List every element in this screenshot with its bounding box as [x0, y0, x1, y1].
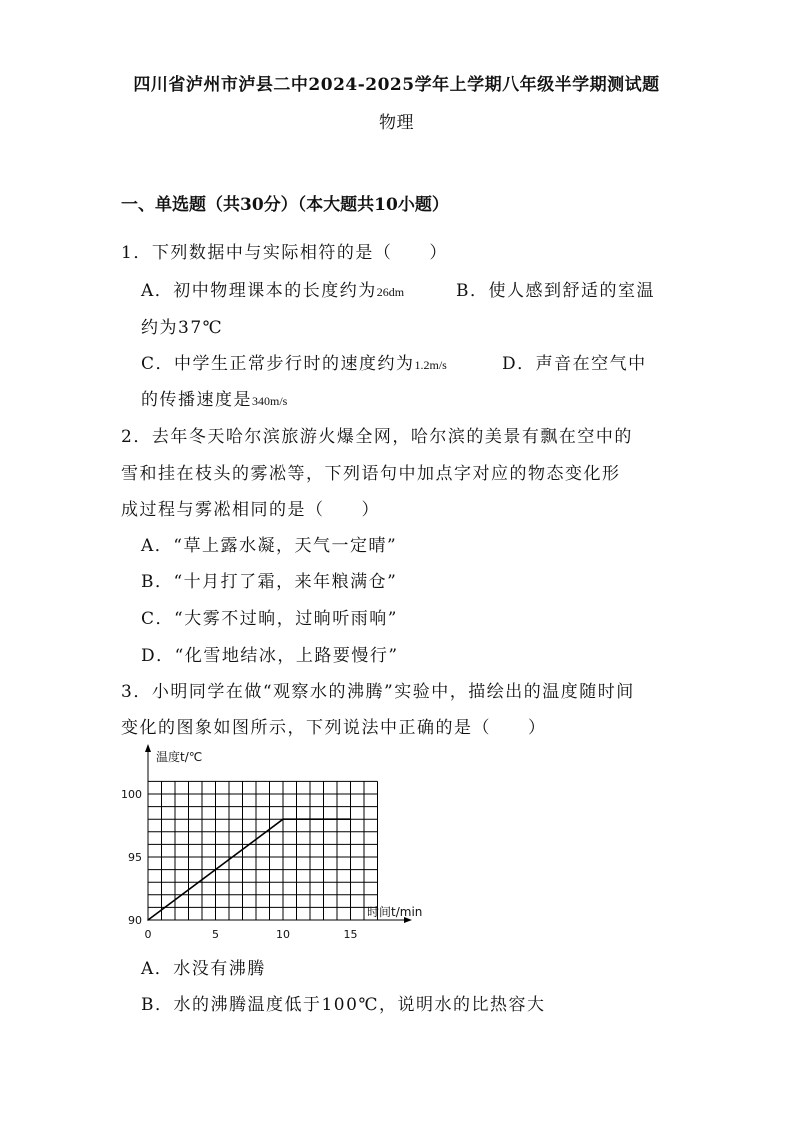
question-1-option-d-cont: 的传播速度是340m/s [141, 390, 288, 410]
question-2-option-a: A．“草上露水凝，天气一定晴” [141, 536, 398, 556]
question-1-option-d: D．声音在空气中 [502, 354, 647, 374]
x-axis-label: 时间t/min [367, 905, 423, 919]
x-tick-label: 10 [276, 928, 290, 941]
y-axis-label: 温度t/℃ [156, 750, 203, 764]
question-2-stem-line-1: 2．去年冬天哈尔滨旅游火爆全网，哈尔滨的美景有飘在空中的 [121, 427, 633, 447]
data-point [350, 818, 352, 820]
question-2-stem-line-2: 雪和挂在枝头的雾凇等，下列语句中加点字对应的物态变化形 [121, 464, 621, 484]
page-subtitle: 物理 [379, 113, 414, 133]
question-1-option-a: A．初中物理课本的长度约为26dm [141, 281, 405, 301]
question-2-option-c: C．“大雾不过晌，过晌听雨响” [141, 609, 398, 629]
page-title: 四川省泸州市泸县二中2024-2025学年上学期八年级半学期测试题 [133, 75, 660, 95]
chart-tick-labels [121, 788, 358, 941]
x-tick-label: 15 [343, 928, 358, 941]
x-tick-label: 0 [144, 928, 152, 941]
temperature-time-chart [110, 740, 430, 945]
question-3-option-a: A．水没有沸腾 [141, 959, 266, 979]
section-heading: 一、单选题（共30分）（本大题共10小题） [121, 195, 449, 215]
chart-axes [145, 744, 412, 923]
question-3-option-b: B．水的沸腾温度低于100℃，说明水的比热容大 [141, 995, 546, 1015]
data-point [147, 919, 149, 921]
question-1-option-b-cont: 约为37℃ [141, 318, 224, 338]
data-point [282, 818, 284, 820]
question-1-option-b: B．使人感到舒适的室温 [456, 281, 655, 301]
x-tick-label: 5 [212, 928, 219, 941]
question-1-option-c: C．中学生正常步行时的速度约为1.2m/s [141, 354, 447, 374]
question-3-stem-line-1: 3．小明同学在做“观察水的沸腾”实验中，描绘出的温度随时间 [121, 682, 635, 702]
y-tick-label: 90 [128, 914, 142, 927]
question-3-stem-line-2: 变化的图象如图所示，下列说法中正确的是（ ） [121, 718, 547, 738]
y-axis-arrow [145, 744, 151, 752]
question-2-option-d: D．“化雪地结冰，上路要慢行” [141, 646, 399, 666]
question-2-stem-line-3: 成过程与雾凇相同的是（ ） [121, 500, 380, 520]
y-tick-label: 100 [121, 788, 142, 801]
y-tick-label: 95 [128, 851, 142, 864]
question-2-option-b: B．“十月打了霜，来年粮满仓” [141, 572, 398, 592]
question-1-stem: 1．下列数据中与实际相符的是（ ） [121, 243, 448, 263]
chart-grid [148, 781, 378, 920]
